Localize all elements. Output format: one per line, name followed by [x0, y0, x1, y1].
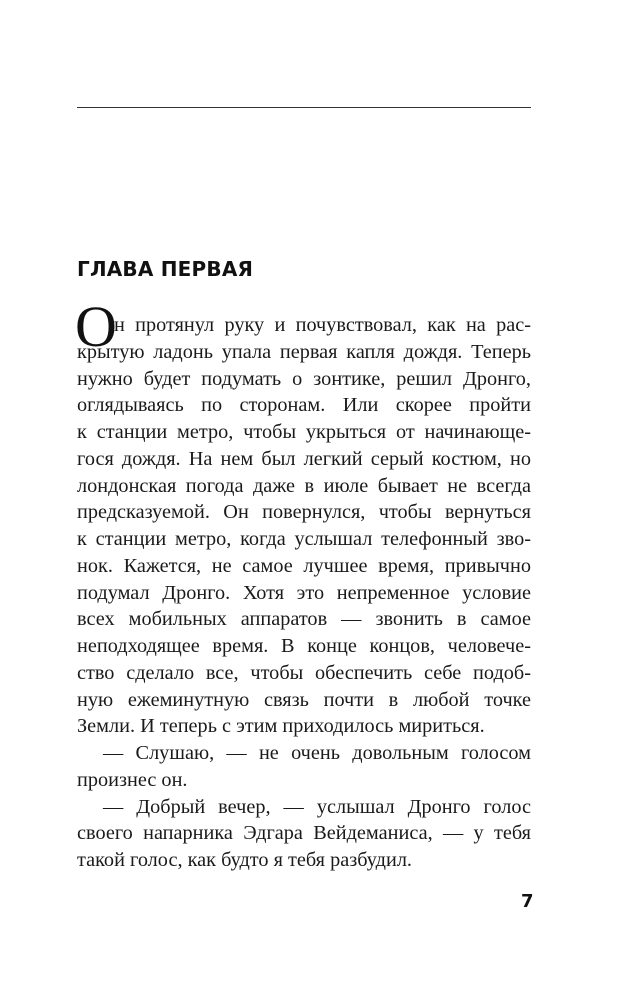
text-line: — Слушаю, — не очень довольным голосом	[103, 742, 531, 764]
text-line: к станции метро, чтобы укрыться от начинающе-	[77, 421, 531, 443]
body-text	[75, 294, 531, 874]
text-line: ную ежеминутную связь почти в любой точке	[77, 688, 531, 711]
text-line: гося дождя. На нем был легкий серый костюм, но	[77, 447, 531, 470]
text-line: крытую ладонь упала первая капля дождя. Теперь	[77, 340, 531, 363]
text-line: — Добрый вечер, — услышал Дронго голос	[103, 795, 531, 818]
text-line: всех мобильных аппаратов — звонить в самое	[77, 608, 531, 631]
text-line: предсказуемой. Он повернулся, чтобы вернуться	[77, 501, 531, 524]
text-line: подумал Дронго. Хотя это непременное условие	[77, 581, 531, 604]
text-line: лондонская погода даже в июле бывает не всегда	[77, 474, 531, 497]
text-line: такой голос, как будто я тебя разбудил.	[77, 849, 413, 871]
text-line: нок. Кажется, не самое лучшее время, привычно	[77, 554, 531, 577]
text-line: неподходящее время. В конце концов, человече-	[77, 635, 531, 657]
text-line: оглядываясь по сторонам. Или скорее пройти	[77, 394, 531, 417]
text-line: произнес он.	[77, 768, 188, 791]
text-line: нужно будет подумать о зонтике, решил Дронго,	[77, 367, 531, 390]
page-number: 7	[521, 891, 534, 912]
drop-cap: О	[75, 294, 117, 359]
header-rule	[77, 107, 531, 108]
text-line: своего напарника Эдгара Вейдеманиса, — у тебя	[77, 822, 531, 845]
chapter-title: ГЛАВА ПЕРВАЯ	[77, 257, 254, 281]
text-line: к станции метро, когда услышал телефонный зво-	[77, 528, 531, 550]
text-line: н протянул руку и почувствовал, как на рас-	[114, 314, 531, 336]
text-line: ство сделало все, чтобы обеспечить себе подоб-	[77, 661, 531, 684]
text-line: Земли. И теперь с этим приходилось мириться.	[77, 715, 485, 738]
